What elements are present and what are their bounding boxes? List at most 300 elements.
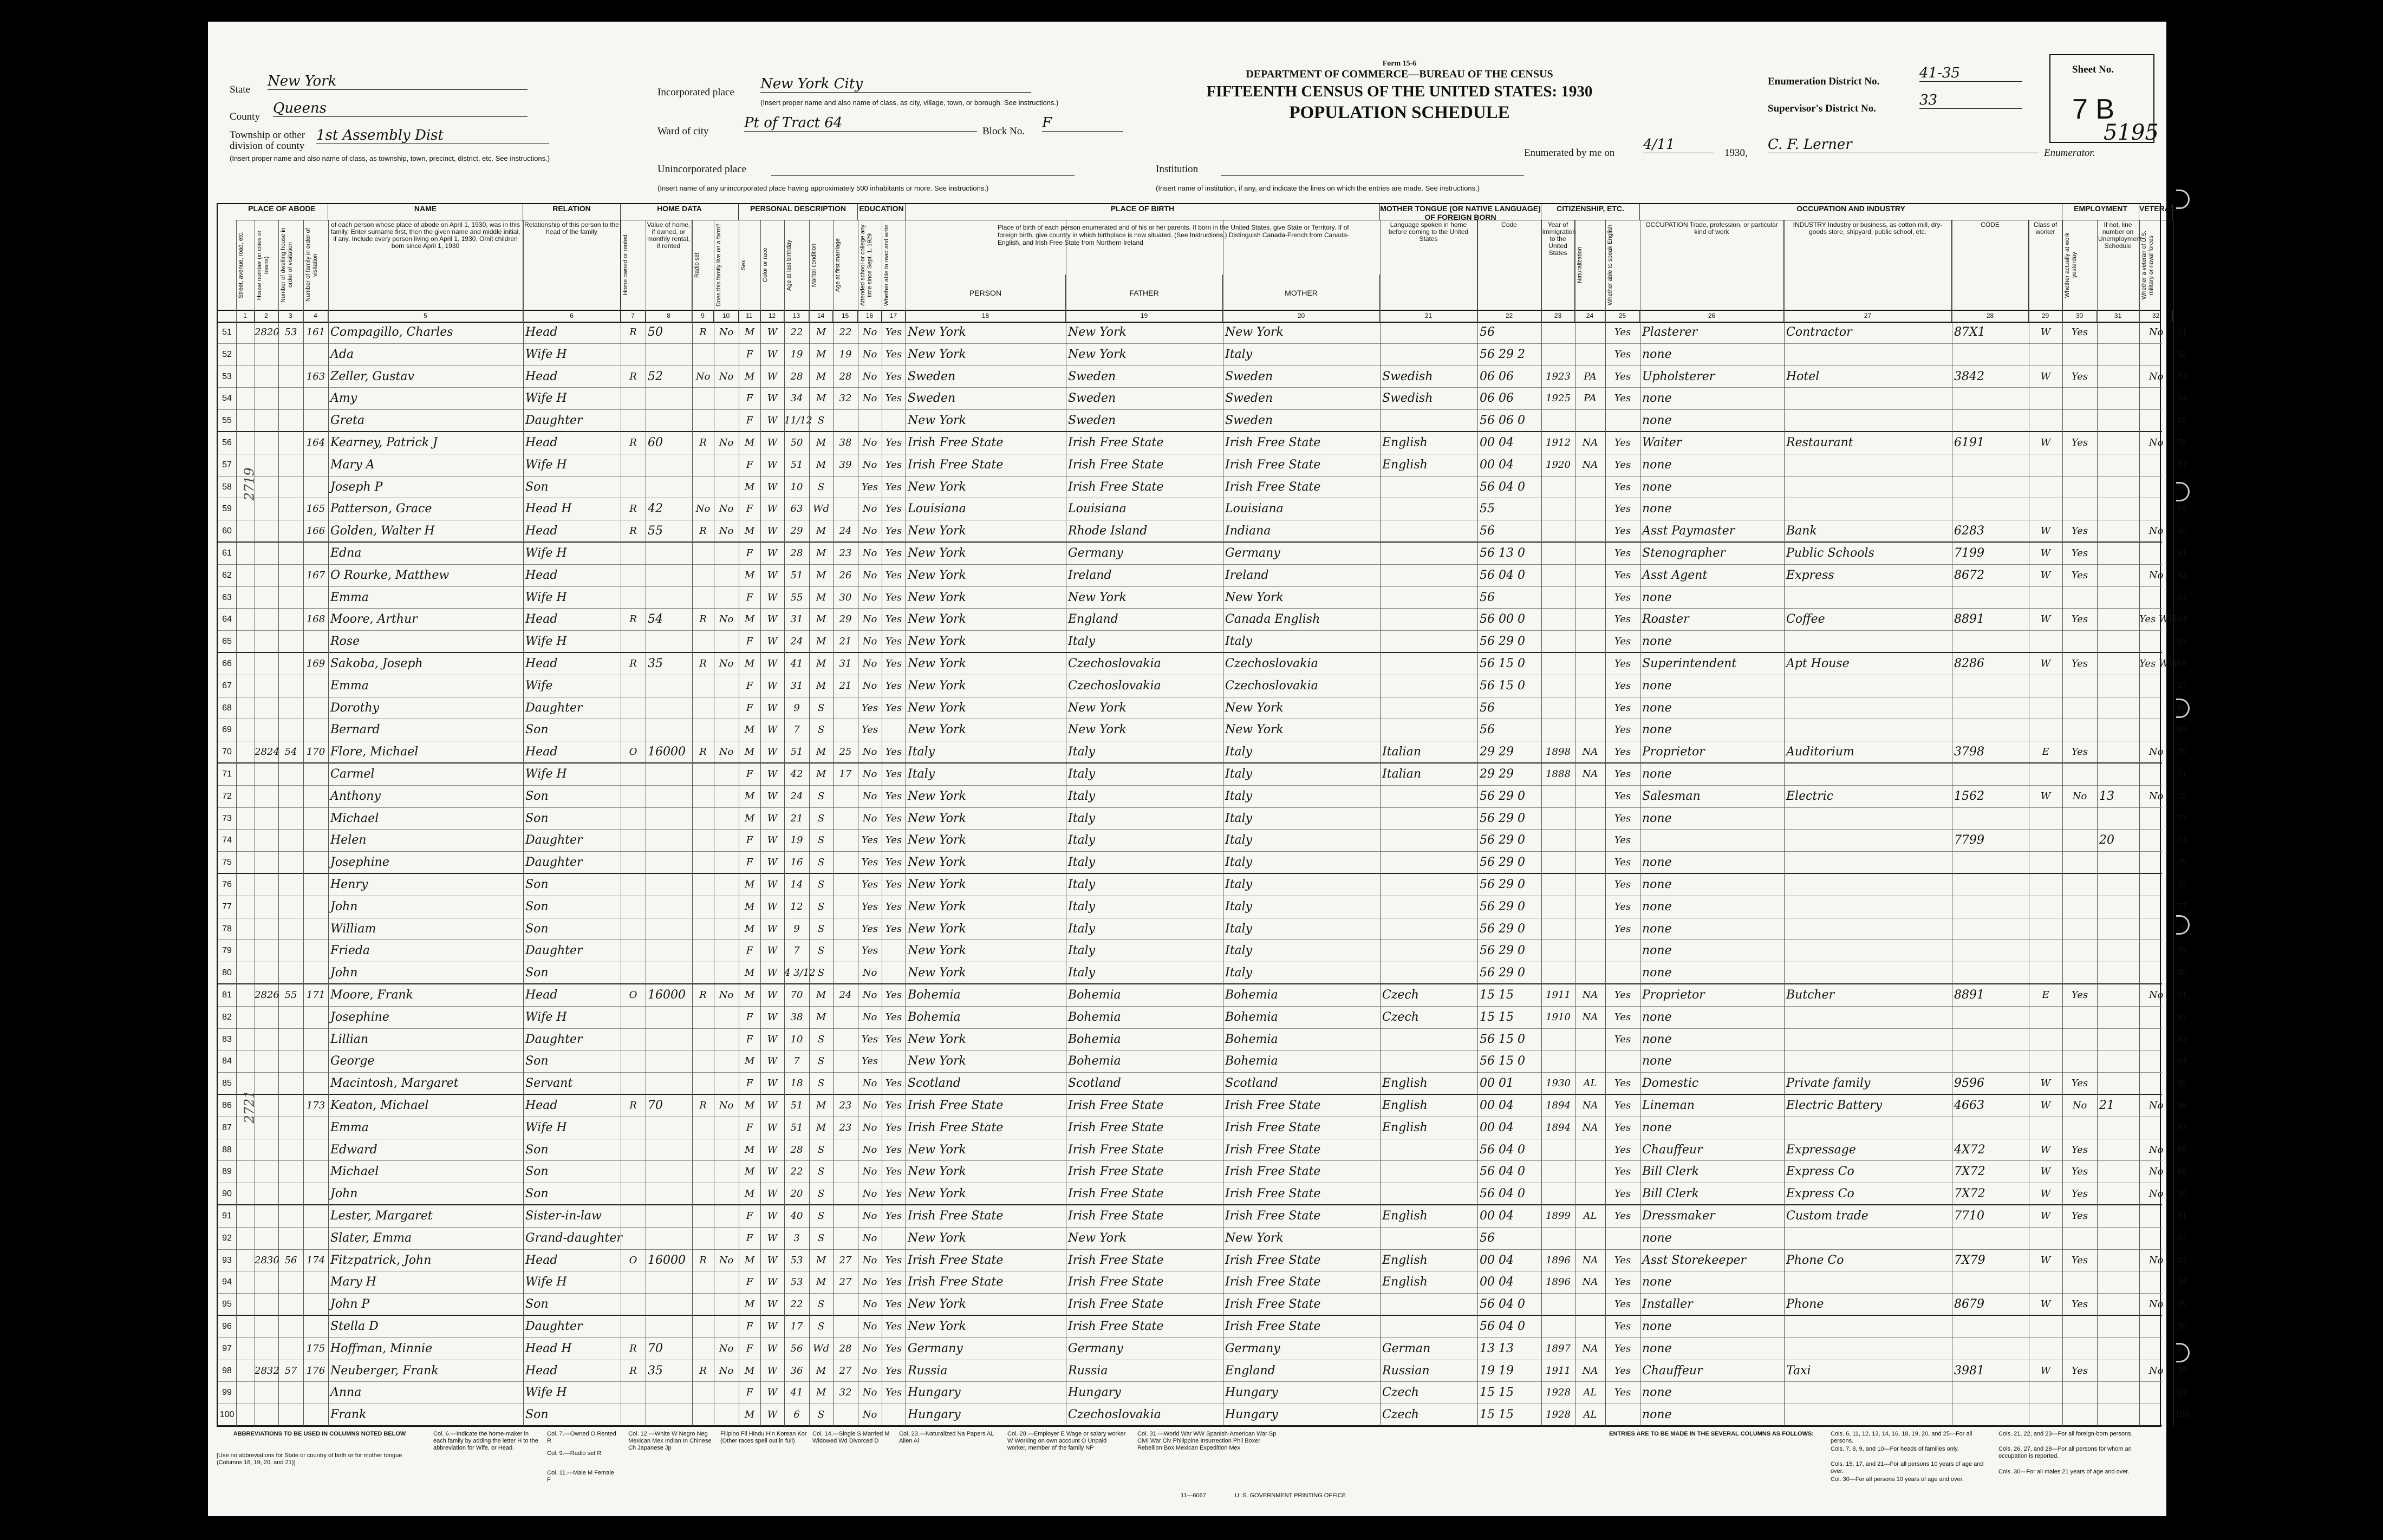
cell-yearimm: 1910 [1546,1011,1571,1023]
line-number-right: 92 [2177,1233,2187,1243]
cell-race: W [767,1254,778,1266]
table-row [218,1228,2187,1250]
enumerator-label: Enumerator. [2044,147,2095,159]
cell-radio [692,808,714,830]
cell-yearimm: 1897 [1546,1342,1571,1354]
cell-firstmar: 39 [839,459,852,471]
column-number: 31 [2097,310,2139,322]
line-number-right: 55 [2177,416,2187,426]
cell-school: No [862,812,877,824]
cell-race: W [767,636,778,648]
cell-family [303,1161,328,1183]
cell-firstmar [833,874,858,896]
cell-marital: S [817,1298,825,1310]
cell-english: Yes [1614,525,1631,537]
cell-age: 24 [790,636,803,648]
column-header: Radio set [692,220,714,310]
cell-race: W [767,569,778,581]
column-header: Year of immigration to the United States [1541,220,1575,310]
line-number-right: 90 [2177,1189,2187,1199]
line-number: 79 [222,946,232,956]
cell-occcode: 7710 [1954,1209,1984,1223]
cell-house [255,852,278,874]
column-header: INDUSTRY Industry or business, as cotton mill, dry-goods store, shipyard, public school, etc. [1784,220,1952,310]
cell-race: W [767,1342,778,1354]
table-row [218,1095,2187,1117]
cell-sex: M [744,879,755,890]
column-rule [2097,220,2098,1426]
footer-col31: Col. 31.—World War WW Spanish-American War Sp Civil War Civ Philippine Insurrection Phil Boxer Rebellion Box Mexican Expedition Mex [1137,1431,1277,1451]
column-header: Color or race [760,220,784,310]
footer-inst2: Cols. 7, 8, 9, and 10—For heads of families only. [1831,1446,1959,1452]
cell-marital: S [817,923,825,935]
cell-ind [1786,1050,1951,1073]
cell-read: Yes [885,1033,902,1045]
cell-name: John [330,899,358,913]
cell-english: Yes [1614,591,1631,603]
cell-school: No [862,1188,877,1200]
cell-mother: Irish Free State [1225,1253,1321,1267]
cell-father: Italy [1068,878,1096,891]
cell-work [2062,631,2097,653]
cell-relation: Daughter [525,856,583,870]
cell-work: Yes [2071,437,2088,448]
ward-label: Ward of city [657,126,709,137]
cell-lang [1382,565,1476,587]
cell-dwelling [278,962,303,984]
cell-code: 56 [1480,723,1495,737]
cell-father: Italy [1068,789,1096,803]
cell-vet [2139,344,2173,366]
cell-marital: M [816,525,826,537]
cell-street [236,1161,255,1183]
cell-name: Josephine [330,1010,389,1024]
cell-street [236,432,255,454]
cell-vet [2139,1271,2173,1294]
cell-sex: M [744,923,755,935]
cell-work [2062,1050,2097,1073]
cell-marital: S [817,1078,825,1089]
cell-unemp [2099,764,2138,786]
cell-marital: M [816,746,826,758]
cell-vet: No [2148,1254,2164,1266]
cell-marital: S [817,481,825,493]
cell-sex: F [746,1387,753,1399]
cell-own [621,454,646,477]
cell-birth: Hungary [908,1408,961,1422]
cell-read: Yes [885,591,902,603]
cell-firstmar [833,786,858,808]
cell-marital: M [816,437,826,448]
cell-relation: Daughter [525,1032,583,1046]
cell-birth: New York [908,723,966,737]
cell-marital: S [817,857,825,869]
cell-english: Yes [1614,658,1631,669]
cell-dwelling [278,764,303,786]
cell-vet [2139,1316,2173,1338]
column-header: Sex [739,220,760,310]
footer-col9: Col. 9.—Radio set R [547,1450,602,1457]
cell-radio: R [699,437,707,448]
cell-birth: New York [908,657,966,670]
cell-occcode: 6283 [1954,524,1984,538]
cell-value [648,1316,691,1338]
cell-lang [1382,1050,1476,1073]
table-row [218,852,2187,874]
cell-race: W [767,658,778,669]
cell-ind [1786,719,1951,741]
cell-age: 34 [790,393,803,404]
cell-own [621,874,646,896]
incorporated-value: New York City [760,76,1031,93]
footer-col7: Col. 7.—Owned O Rented R [547,1431,616,1444]
cell-own [621,1205,646,1228]
cell-farm [714,1139,739,1161]
cell-lang [1382,874,1476,896]
cell-firstmar [833,1050,858,1073]
column-header: Language spoken in home before coming to the United States [1380,220,1477,310]
census-title: FIFTEENTH CENSUS OF THE UNITED STATES: 1930 [1206,83,1593,100]
cell-unemp [2099,520,2138,543]
cell-father: Irish Free State [1068,436,1164,449]
cell-occ: none [1642,1010,1672,1024]
cell-name: George [330,1054,375,1068]
cell-read: Yes [885,812,902,824]
cell-unemp [2099,1382,2138,1404]
cell-race: W [767,1232,778,1244]
cell-nat [1575,410,1605,432]
cell-farm: No [719,437,734,448]
cell-race: W [767,1078,778,1089]
cell-radio [692,1161,714,1183]
cell-unemp [2099,1294,2138,1316]
line-number-right: 65 [2177,637,2187,647]
cell-house: 2826 [255,989,279,1001]
cell-nat [1575,830,1605,852]
cell-farm [714,697,739,720]
cell-vet [2139,1228,2173,1250]
cell-radio: R [699,989,707,1001]
cell-school: No [862,1409,877,1421]
cell-radio: R [699,327,707,338]
cell-lang [1382,1029,1476,1051]
cell-mother: Germany [1225,546,1280,560]
cell-value [648,1139,691,1161]
cell-age: 28 [790,547,803,559]
cell-age: 9 [793,702,800,714]
cell-ind [1786,454,1951,477]
cell-age: 38 [790,1011,803,1023]
cell-read: Yes [885,658,902,669]
form-number: Form 15-6 [1382,60,1417,68]
cell-code: 56 04 0 [1480,568,1525,582]
line-number: 65 [222,637,232,647]
cell-birth: New York [908,1054,966,1068]
cell-school: Yes [861,481,878,493]
cell-father: Italy [1068,833,1096,847]
cell-occcode: 3842 [1954,369,1984,383]
cell-street [236,565,255,587]
cell-marital: S [817,1321,825,1332]
cell-birth: New York [908,635,966,649]
cell-vet: No [2148,370,2164,382]
cell-unemp [2099,1338,2138,1360]
cell-family [303,830,328,852]
cell-birth: New York [908,480,966,494]
line-number-right: 58 [2177,482,2187,492]
cell-firstmar: 23 [839,1100,852,1111]
cell-occcode [1954,697,2028,720]
column-rule [1477,220,1478,1426]
cell-mother: Italy [1225,811,1253,825]
cell-relation: Son [525,1054,549,1068]
cell-unemp [2099,432,2138,454]
cell-father: Louisiana [1068,502,1127,516]
cell-read: Yes [885,1365,902,1376]
cell-english: Yes [1614,503,1631,515]
row-area [218,322,2190,1426]
cell-house [255,410,278,432]
cell-occ: none [1642,1341,1672,1355]
cell-father: Irish Free State [1068,458,1164,472]
cell-code: 56 15 0 [1480,678,1525,693]
cell-occcode: 1562 [1954,789,1984,803]
cell-unemp [2099,1316,2138,1338]
cell-value [648,1294,691,1316]
cell-work: Yes [2071,547,2088,559]
table-row [218,940,2187,962]
cell-occcode: 87X1 [1954,325,1985,339]
cell-nat [1575,786,1605,808]
cell-family: 165 [306,503,325,515]
cell-yearimm [1541,565,1575,587]
table-row [218,786,2187,808]
table-row [218,874,2187,896]
cell-unemp: 21 [2099,1099,2114,1112]
cell-cls [2029,719,2062,741]
cell-code: 56 04 0 [1480,1320,1525,1333]
cell-street [236,1139,255,1161]
group-header: PLACE OF BIRTH [906,204,1380,220]
cell-house [255,1117,278,1139]
cell-lang [1382,410,1476,432]
cell-value [648,410,691,432]
cell-occ: none [1642,701,1672,715]
cell-occ: none [1642,1320,1672,1333]
cell-street [236,896,255,918]
cell-work [2062,918,2097,941]
cell-english: Yes [1614,724,1631,736]
cell-vet: No [2148,437,2164,448]
cell-nat [1575,543,1605,565]
cell-birth: Irish Free State [908,1253,1004,1267]
cell-father: Italy [1068,745,1096,759]
cell-farm [714,477,739,499]
cell-code: 56 29 0 [1480,833,1525,847]
cell-vet [2139,1382,2173,1404]
cell-ind: Express [1786,568,1834,582]
cell-age: 40 [790,1210,803,1222]
cell-family [303,1404,328,1426]
table-row [218,1050,2187,1073]
cell-own [621,1073,646,1095]
table-row [218,1029,2187,1051]
cell-unemp [2099,918,2138,941]
institution-note: (Insert name of institution, if any, and indicate the lines on which the entries are made. See instructions.) [1156,184,1480,192]
cell-occcode [1954,1382,2028,1404]
table-row [218,1382,2187,1404]
cell-occ: Stenographer [1642,546,1726,560]
cell-vet: No [2148,1365,2164,1376]
cell-family: 173 [306,1100,325,1111]
cell-read: Yes [885,348,902,360]
cell-english: Yes [1614,569,1631,581]
cell-occ: Domestic [1642,1076,1699,1091]
cell-occcode [1954,896,2028,918]
cell-lang [1382,1161,1476,1183]
line-number: 86 [222,1101,232,1110]
cell-radio [692,1205,714,1228]
cell-vet [2139,940,2173,962]
cell-race: W [767,614,778,625]
cell-read: Yes [885,790,902,802]
cell-marital: S [817,1188,825,1200]
cell-nat [1575,520,1605,543]
cell-unemp [2099,852,2138,874]
line-number: 70 [222,747,232,757]
cell-read: Yes [885,1342,902,1354]
cell-value [648,675,691,697]
line-number: 100 [219,1410,235,1420]
cell-street [236,1271,255,1294]
cell-nat [1575,609,1605,631]
line-number-right: 82 [2177,1012,2187,1022]
cell-birth: New York [908,811,966,825]
cell-name: Edna [330,546,362,560]
abbrev-note: [Use no abbreviations for State or country of birth or for mother tongue (Columns 18, 19, 20, and 21)] [217,1452,402,1466]
group-header: VETERANS [2139,204,2173,220]
cell-lang [1382,962,1476,984]
cell-farm: No [719,658,734,669]
cell-family: 168 [306,614,325,625]
cell-mother: Sweden [1225,369,1273,383]
group-header: PERSONAL DESCRIPTION [739,204,858,220]
cell-ind [1786,631,1951,653]
cell-radio [692,1029,714,1051]
column-header: FATHER [1066,275,1223,310]
cell-occcode [1954,940,2028,962]
cell-school: No [862,1298,877,1310]
line-number: 84 [222,1056,232,1066]
cell-marital: S [817,1210,825,1222]
cell-street [236,764,255,786]
cell-lang: English [1382,1253,1428,1267]
line-number-right: 78 [2177,924,2187,934]
cell-firstmar: 23 [839,1121,852,1133]
cell-firstmar [833,1316,858,1338]
cell-house [255,675,278,697]
cell-street [236,874,255,896]
cell-occcode: 4663 [1954,1099,1984,1112]
cell-value [648,1117,691,1139]
line-number: 71 [222,769,232,779]
cell-dwelling: 54 [284,746,297,758]
cell-age: 10 [790,481,803,493]
line-number: 55 [222,416,232,426]
cell-firstmar [833,830,858,852]
cell-mother: Bohemia [1225,988,1278,1002]
footer-inst5: Cols. 21, 22, and 23—For all foreign-born persons. [1998,1431,2133,1437]
cell-unemp [2099,543,2138,565]
cell-school: No [862,327,877,338]
cell-radio: R [699,525,707,537]
cell-own: R [629,614,637,625]
cell-marital: M [816,1100,826,1111]
cell-race: W [767,459,778,471]
cell-value [648,764,691,786]
cell-sex: F [746,834,753,846]
cell-family [303,719,328,741]
cell-mother: Ireland [1225,568,1269,582]
cell-race: W [767,900,778,912]
cell-school: No [862,746,877,758]
cell-race: W [767,812,778,824]
cell-occ: Plasterer [1642,325,1698,339]
cell-nat: AL [1583,1210,1597,1222]
cell-value: 35 [648,657,663,670]
cell-family: 176 [306,1365,325,1376]
cell-marital: M [816,636,826,648]
cell-house [255,1139,278,1161]
cell-yearimm: 1912 [1546,437,1571,448]
cell-ind: Restaurant [1786,436,1853,449]
cell-radio [692,388,714,410]
cell-english: Yes [1614,1210,1631,1222]
cell-code: 56 04 0 [1480,1187,1525,1201]
cell-sex: M [744,1166,755,1178]
cell-read [882,719,906,741]
cell-mother: Czechoslovakia [1225,678,1318,693]
cell-value [648,631,691,653]
cell-marital: S [817,1166,825,1178]
cell-yearimm [1541,631,1575,653]
column-header: Marital condition [809,220,833,310]
cell-read: Yes [885,923,902,935]
cell-school: No [862,1276,877,1288]
cell-house [255,587,278,609]
cell-family [303,631,328,653]
cell-dwelling [278,366,303,388]
cell-nat [1575,808,1605,830]
cell-english: Yes [1614,1188,1631,1200]
cell-age: 3 [793,1232,800,1244]
cell-cls: W [2040,327,2051,338]
cell-work [2062,1382,2097,1404]
cell-age: 70 [790,989,803,1001]
cell-firstmar [833,1029,858,1051]
cell-birth: Scotland [908,1076,961,1091]
cell-code: 00 04 [1480,1120,1514,1134]
cell-house: 2832 [255,1365,279,1376]
cell-work [2062,1007,2097,1029]
cell-occcode: 3798 [1954,745,1984,759]
cell-marital: M [816,1387,826,1399]
cell-occcode [1954,410,2028,432]
cell-race: W [767,481,778,493]
line-number-right: 83 [2177,1034,2187,1044]
cell-farm: No [719,1100,734,1111]
cell-occ: none [1642,899,1672,913]
